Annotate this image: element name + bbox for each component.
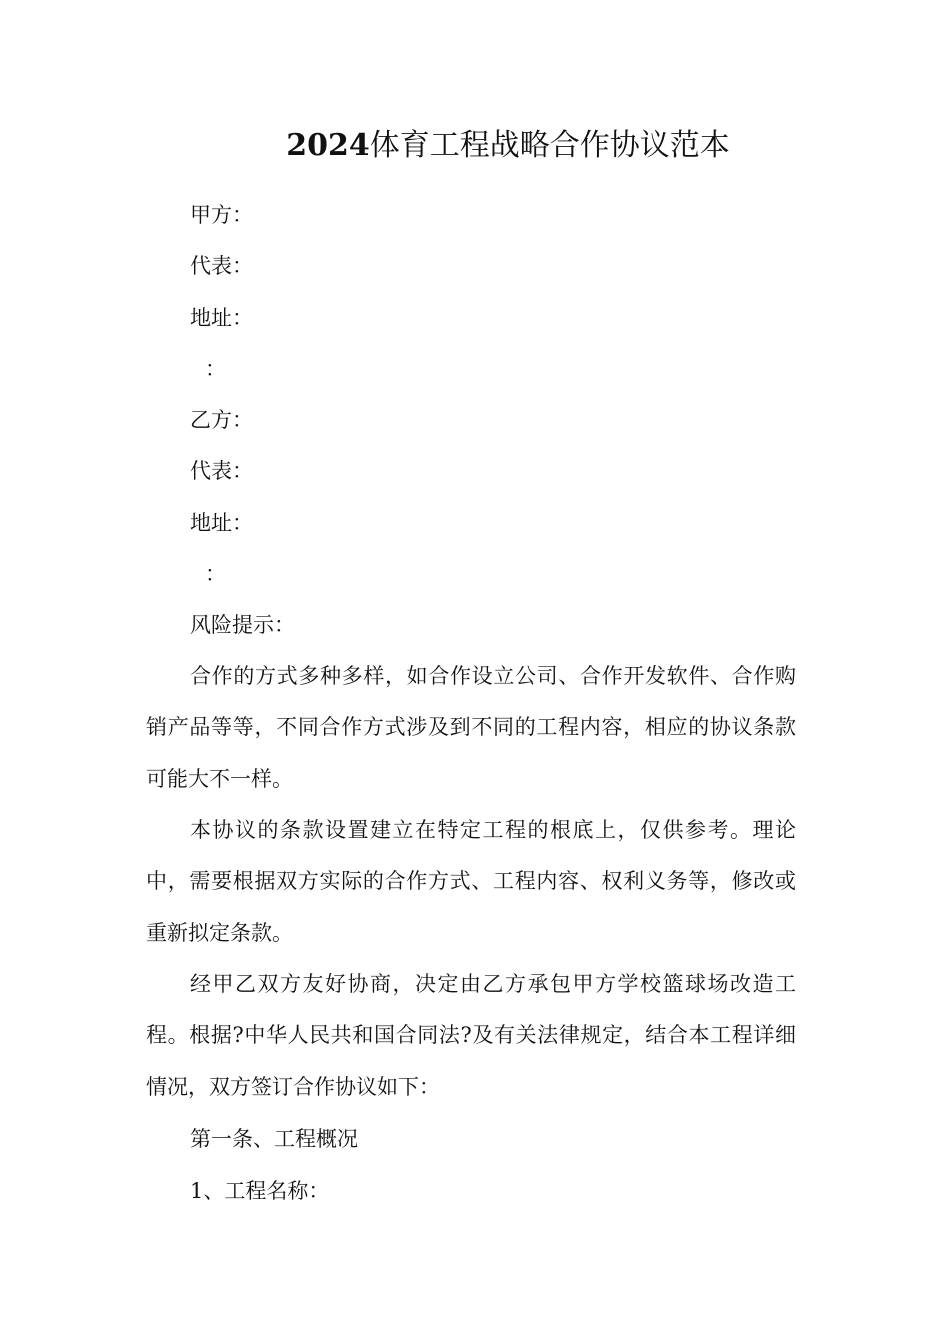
paragraph-agreement-intro: 经甲乙双方友好协商，决定由乙方承包甲方学校篮球场改造工程。根据?中华人民共和国合同法?及有关法律规定，结合本工程详细情况，双方签订合作协议如下： — [146, 972, 796, 1099]
party-a-address-label: 地址： — [190, 306, 253, 330]
item-1-project-name: 1、工程名称： — [190, 1179, 330, 1203]
party-a-extra-field-label: ： — [205, 357, 226, 381]
party-b-extra-field-label: ： — [205, 562, 226, 586]
title-text: 体育工程战略合作协议范本 — [369, 128, 730, 163]
paragraph-cooperation-methods: 合作的方式多种多样，如合作设立公司、合作开发软件、合作购销产品等等，不同合作方式涉及到不同的工程内容，相应的协议条款可能大不一样。 — [146, 664, 796, 791]
party-b-representative-label: 代表： — [190, 459, 253, 483]
document-title — [0, 124, 950, 168]
risk-notice-heading: 风险提示： — [190, 613, 295, 637]
party-b-address-label: 地址： — [190, 511, 253, 535]
paragraph-reference-note: 本协议的条款设置建立在特定工程的根底上，仅供参考。理论中，需要根据双方实际的合作方式、工程内容、权利义务等，修改或重新拟定条款。 — [146, 818, 796, 945]
article-1-heading: 第一条、工程概况 — [190, 1127, 358, 1151]
party-b-label: 乙方： — [190, 408, 253, 432]
party-a-representative-label: 代表： — [190, 254, 253, 278]
party-a-label: 甲方： — [190, 203, 253, 227]
title-year: 2024 — [286, 128, 370, 163]
